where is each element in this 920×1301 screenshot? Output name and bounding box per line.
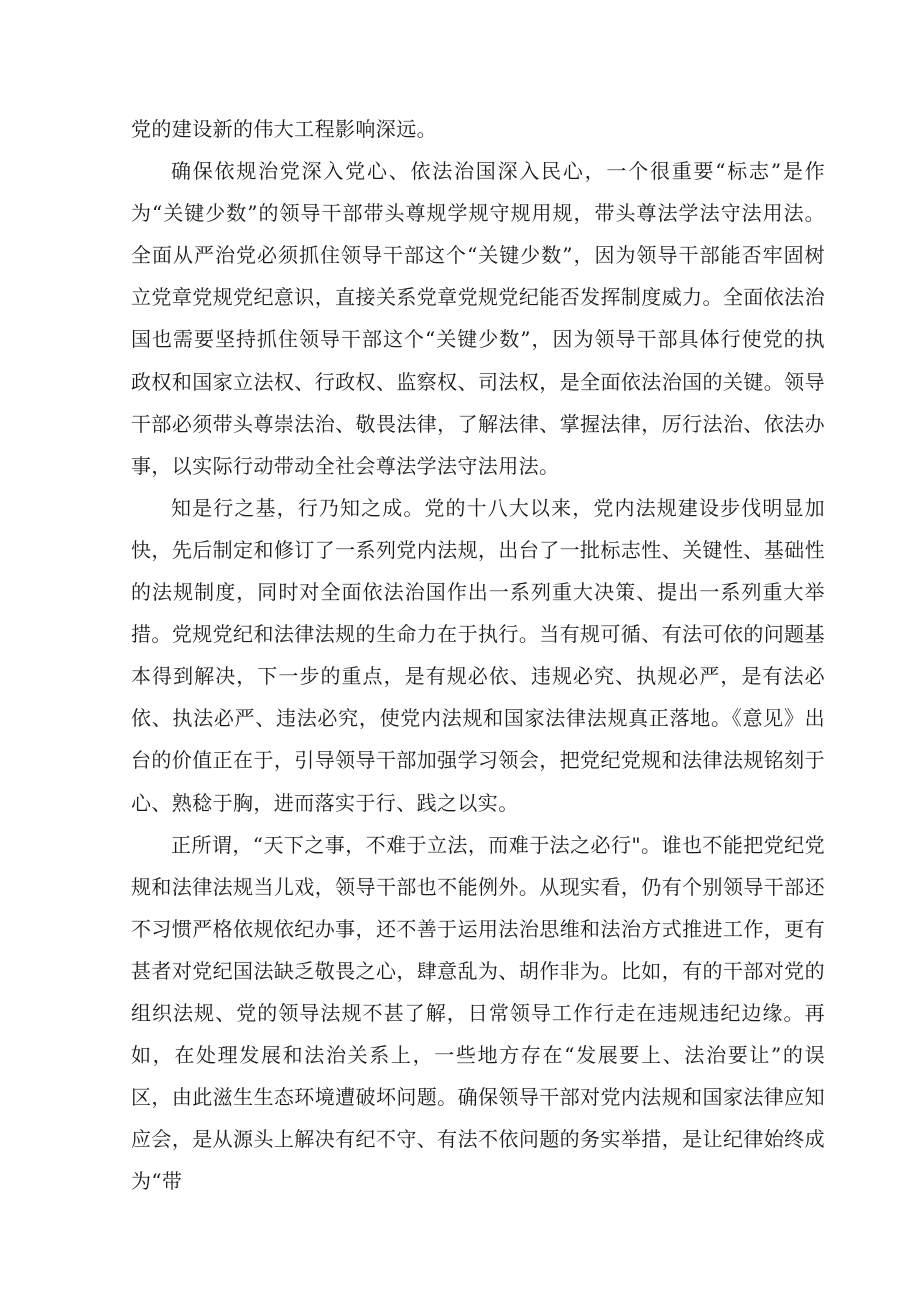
paragraph-key-minority: 确保依规治党深入党心、依法治国深入民心，一个很重要“标志”是作为“关键少数”的领导干部带头尊规学规守规用规，带头尊法学法守法用法。全面从严治党必须抓住领导干部这个“关键少数”，因为领导干部能否牢固树立党章党规党纪意识，直接关系党章党规党纪能否发挥制度威力。全面依法治国也需要坚持抓住领导干部这个“关键少数”，因为领导干部具体行使党的执政权和国家立法权、行政权、监察权、司法权，是全面依法治国的关键。领导干部必须带头尊崇法治、敬畏法律，了解法律、掌握法律，厉行法治、依法办事，以实际行动带动全社会尊法学法守法用法。	[131, 159, 825, 478]
document-body	[131, 108, 825, 1202]
paragraph-enforcement: 正所谓，“天下之事，不难于立法，而难于法之必行"。谁也不能把党纪党规和法律法规当儿戏，领导干部也不能例外。从现实看，仍有个别领导干部还不习惯严格依规依纪办事，还不善于运用法治思维和法治方式推进工作，更有甚者对党纪国法缺乏敬畏之心，肆意乱为、胡作非为。比如，有的干部对党的组织法规、党的领导法规不甚了解，日常领导工作行走在违规违纪边缘。再如，在处理发展和法治关系上，一些地方存在“发展要上、法治要让”的误区，由此滋生生态环境遭破坏问题。确保领导干部对党内法规和国家法律应知应会，是从源头上解决有纪不守、有法不依问题的务实举措，是让纪律始终成为“带	[131, 832, 825, 1194]
paragraph-continuation: 党的建设新的伟大工程影响深远。	[131, 117, 437, 141]
paragraph-knowledge-action: 知是行之基，行乃知之成。党的十八大以来，党内法规建设步伐明显加快，先后制定和修订了一系列党内法规，出台了一批标志性、关键性、基础性的法规制度，同时对全面依法治国作出一系列重大决策、提出一系列重大举措。党规党纪和法律法规的生命力在于执行。当有规可循、有法可依的问题基本得到解决，下一步的重点，是有规必依、违规必究、执规必严，是有法必依、执法必严、违法必究，使党内法规和国家法律法规真正落地。《意见》出台的价值正在于，引导领导干部加强学习领会，把党纪党规和法律法规铭刻于心、熟稔于胸，进而落实于行、践之以实。	[131, 495, 825, 815]
